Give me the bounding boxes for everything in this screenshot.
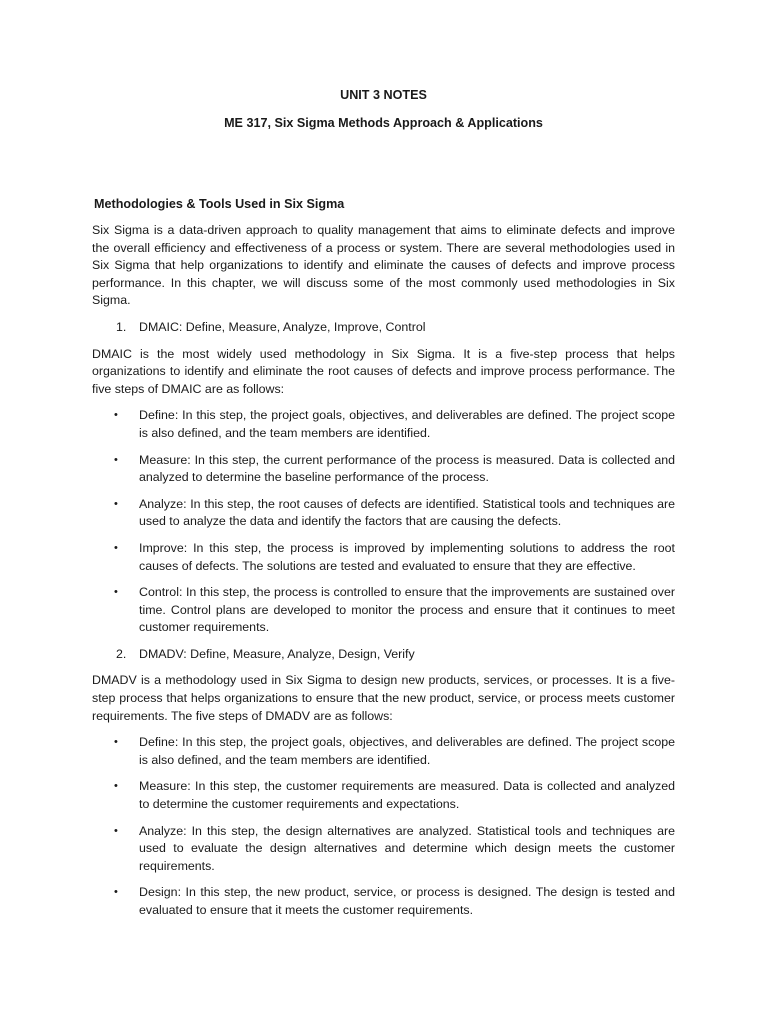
bullet-icon: • <box>114 886 118 899</box>
method-title: DMADV: Define, Measure, Analyze, Design, Verify <box>139 646 415 661</box>
dmaic-steps-list <box>92 407 675 637</box>
list-item-text: Define: In this step, the project goals, objectives, and deliverables are defined. The project scope is also defined, and the team members are identified. <box>139 735 675 767</box>
list-item <box>92 734 675 769</box>
list-item <box>92 823 675 876</box>
list-item <box>92 452 675 487</box>
document-title: UNIT 3 NOTES <box>340 88 427 102</box>
method-number: 2. <box>116 646 127 661</box>
method-heading-dmadv <box>92 646 675 664</box>
list-item <box>92 407 675 442</box>
method-number: 1. <box>116 319 127 334</box>
list-item-text: Improve: In this step, the process is improved by implementing solutions to address the root causes of defects. The solutions are tested and evaluated to ensure that they are effective. <box>139 540 675 573</box>
document-body <box>92 222 675 929</box>
list-item <box>92 778 675 813</box>
bullet-icon: • <box>114 736 118 749</box>
list-item-text: Analyze: In this step, the design alternatives are analyzed. Statistical tools and techniques are used to evaluate the design alternatives and determine which design meets the customer requirements. <box>139 823 675 873</box>
method-title: DMAIC: Define, Measure, Analyze, Improve, Control <box>139 319 426 334</box>
list-item <box>92 884 675 919</box>
method-description-dmaic: DMAIC is the most widely used methodology in Six Sigma. It is a five-step process that helps organizations to identify and eliminate the root causes of defects and improve process performance. The five steps of DMAIC are as follows: <box>92 346 675 396</box>
list-item-text: Control: In this step, the process is controlled to ensure that the improvements are sustained over time. Control plans are developed to monitor the process and ensure that it continues to meet customer requirements. <box>139 585 675 635</box>
intro-paragraph: Six Sigma is a data-driven approach to quality management that aims to eliminate defects and improve the overall efficiency and effectiveness of a process or system. There are several methodologies used in Six Sigma that help organizations to identify and eliminate the causes of defects and improve process performance. In this chapter, we will discuss some of the most commonly used methodologies in Six Sigma. <box>92 223 675 308</box>
bullet-icon: • <box>114 586 118 599</box>
course-title: ME 317, Six Sigma Methods Approach & Applications <box>224 116 543 130</box>
bullet-icon: • <box>114 780 118 793</box>
method-description-dmadv: DMADV is a methodology used in Six Sigma to design new products, services, or processes. It is a five-step process that helps organizations to ensure that the new product, service, or process meets customer requirements. The five steps of DMADV are as follows: <box>92 673 675 723</box>
bullet-icon: • <box>114 824 118 837</box>
list-item-text: Analyze: In this step, the root causes of defects are identified. Statistical tools and techniques are used to analyze the data and identify the factors that are causing the defects. <box>139 496 675 529</box>
list-item <box>92 540 675 575</box>
list-item <box>92 496 675 531</box>
list-item-text: Design: In this step, the new product, service, or process is designed. The design is tested and evaluated to ensure that it meets the customer requirements. <box>139 885 675 917</box>
dmadv-steps-list <box>92 734 675 919</box>
bullet-icon: • <box>114 541 118 554</box>
bullet-icon: • <box>114 453 118 466</box>
list-item-text: Measure: In this step, the current performance of the process is measured. Data is collected and analyzed to determine the baseline performance of the process. <box>139 452 675 485</box>
list-item-text: Measure: In this step, the customer requirements are measured. Data is collected and analyzed to determine the customer requirements and expectations. <box>139 779 675 812</box>
list-item <box>92 584 675 637</box>
bullet-icon: • <box>114 497 118 510</box>
bullet-icon: • <box>114 409 118 422</box>
method-heading-dmaic <box>92 319 675 337</box>
list-item-text: Define: In this step, the project goals, objectives, and deliverables are defined. The project scope is also defined, and the team members are identified. <box>139 408 675 440</box>
section-heading: Methodologies & Tools Used in Six Sigma <box>94 197 345 211</box>
